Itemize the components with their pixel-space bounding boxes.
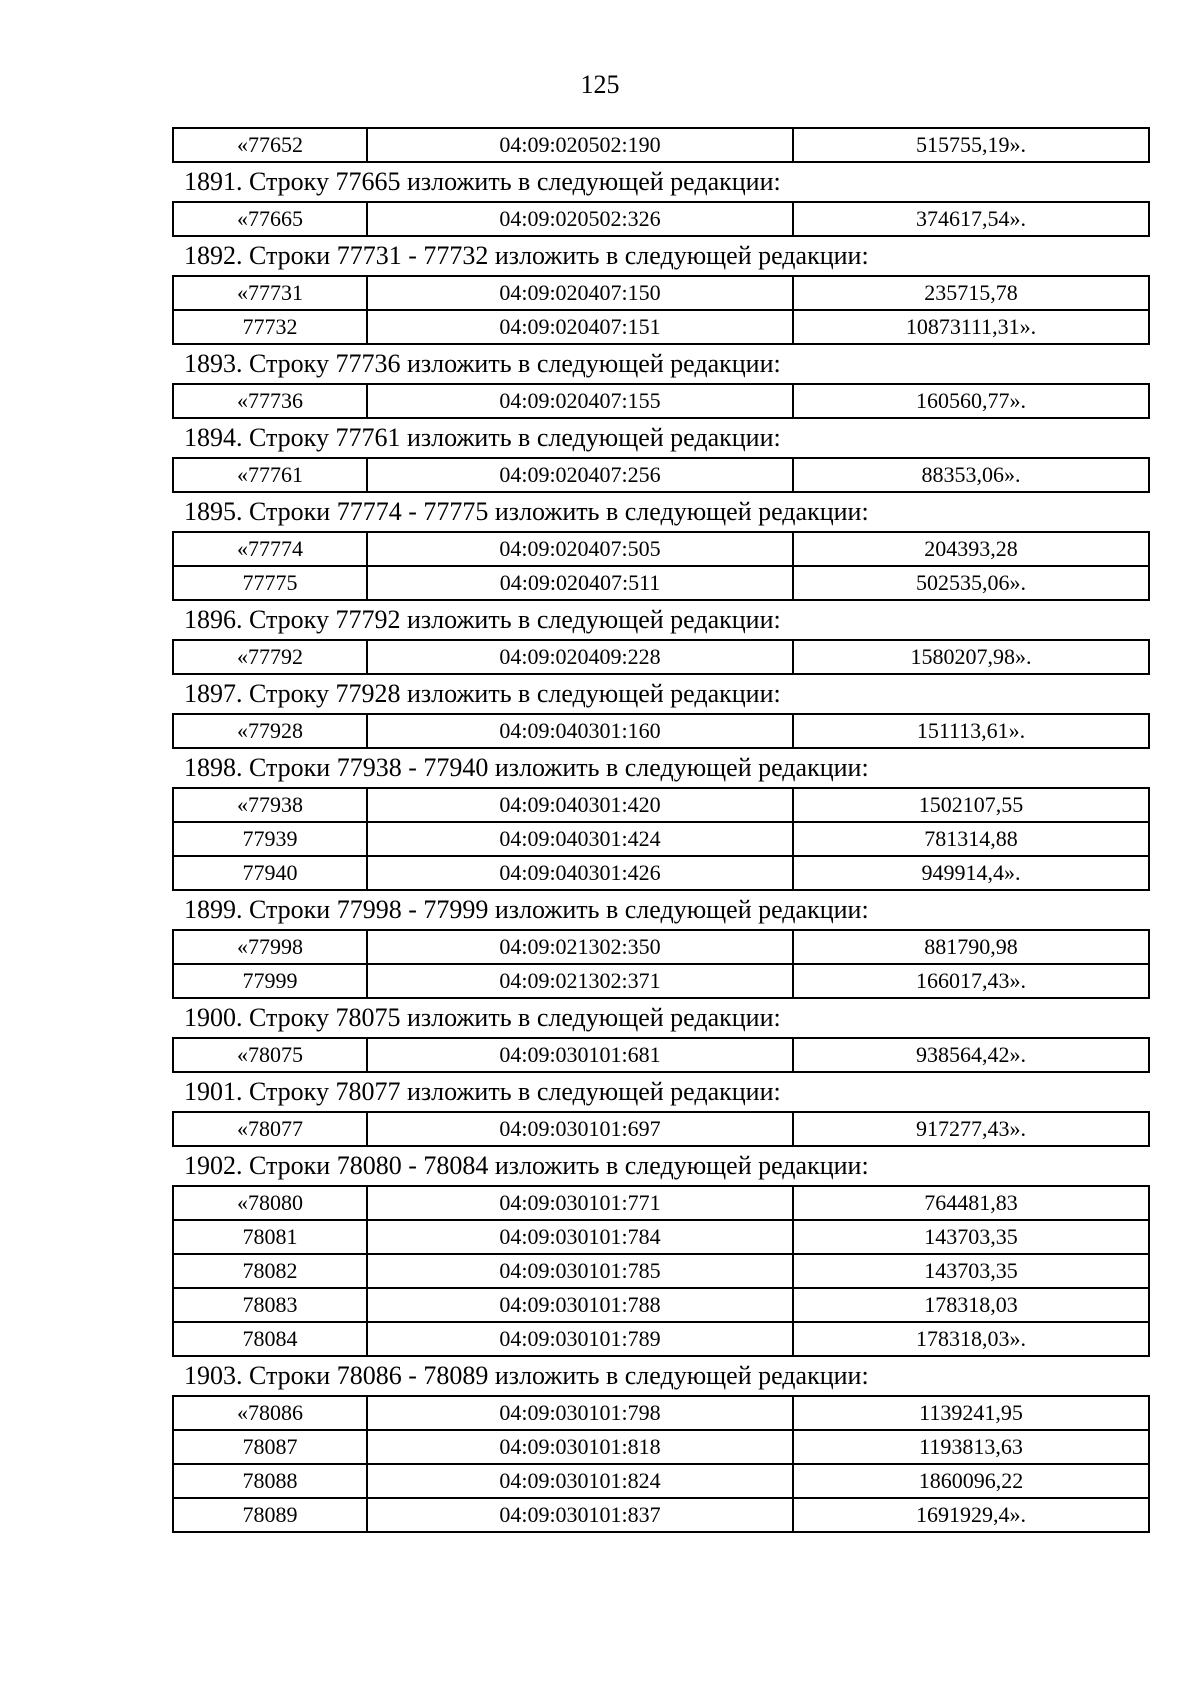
amendment-table: [172, 787, 1150, 891]
value-cell: 1502107,55: [793, 788, 1149, 822]
amendment-table: [172, 383, 1150, 419]
row-number-cell: 78083: [173, 1288, 367, 1322]
cadastral-number-cell: 04:09:020409:228: [367, 640, 793, 674]
amendment-table: [172, 1037, 1150, 1073]
value-cell: 151113,61».: [793, 714, 1149, 748]
row-number-cell: 77775: [173, 566, 367, 600]
table-row: [173, 202, 1149, 236]
section-heading: 1894. Строку 77761 изложить в следующей редакции:: [184, 423, 781, 452]
row-number-cell: «77928: [173, 714, 367, 748]
value-cell: 1580207,98».: [793, 640, 1149, 674]
value-cell: 764481,83: [793, 1186, 1149, 1220]
amendment-table: [172, 127, 1150, 163]
cadastral-number-cell: 04:09:030101:784: [367, 1220, 793, 1254]
amendment-table: [172, 639, 1150, 675]
value-cell: 1691929,4».: [793, 1498, 1149, 1532]
section-heading: 1901. Строку 78077 изложить в следующей редакции:: [184, 1077, 781, 1106]
section-heading: 1903. Строки 78086 - 78089 изложить в следующей редакции:: [184, 1361, 869, 1390]
cadastral-number-cell: 04:09:020407:151: [367, 310, 793, 344]
value-cell: 1139241,95: [793, 1396, 1149, 1430]
value-cell: 143703,35: [793, 1220, 1149, 1254]
table-row: [173, 1112, 1149, 1146]
row-number-cell: «78080: [173, 1186, 367, 1220]
table-row: [173, 856, 1149, 890]
row-number-cell: 78088: [173, 1464, 367, 1498]
cadastral-number-cell: 04:09:021302:350: [367, 930, 793, 964]
row-number-cell: 77940: [173, 856, 367, 890]
table-row: [173, 1220, 1149, 1254]
value-cell: 374617,54».: [793, 202, 1149, 236]
table-row: [173, 128, 1149, 162]
cadastral-number-cell: 04:09:020502:190: [367, 128, 793, 162]
cadastral-number-cell: 04:09:030101:824: [367, 1464, 793, 1498]
cadastral-number-cell: 04:09:030101:785: [367, 1254, 793, 1288]
row-number-cell: 77999: [173, 964, 367, 998]
row-number-cell: «77938: [173, 788, 367, 822]
table-row: [173, 276, 1149, 310]
amendment-table: [172, 929, 1150, 999]
cadastral-number-cell: 04:09:020502:326: [367, 202, 793, 236]
row-number-cell: 78087: [173, 1430, 367, 1464]
value-cell: 881790,98: [793, 930, 1149, 964]
cadastral-number-cell: 04:09:030101:697: [367, 1112, 793, 1146]
cadastral-number-cell: 04:09:020407:256: [367, 458, 793, 492]
row-number-cell: 78081: [173, 1220, 367, 1254]
value-cell: 938564,42».: [793, 1038, 1149, 1072]
table-row: [173, 1038, 1149, 1072]
cadastral-number-cell: 04:09:020407:511: [367, 566, 793, 600]
row-number-cell: «77774: [173, 532, 367, 566]
row-number-cell: «78075: [173, 1038, 367, 1072]
section-heading: 1897. Строку 77928 изложить в следующей редакции:: [184, 679, 781, 708]
table-row: [173, 788, 1149, 822]
cadastral-number-cell: 04:09:040301:160: [367, 714, 793, 748]
row-number-cell: «77652: [173, 128, 367, 162]
table-row: [173, 714, 1149, 748]
value-cell: 235715,78: [793, 276, 1149, 310]
row-number-cell: «77998: [173, 930, 367, 964]
table-row: [173, 1396, 1149, 1430]
cadastral-number-cell: 04:09:021302:371: [367, 964, 793, 998]
value-cell: 178318,03».: [793, 1322, 1149, 1356]
table-row: [173, 532, 1149, 566]
table-row: [173, 1498, 1149, 1532]
table-row: [173, 1288, 1149, 1322]
amendment-table: [172, 1395, 1150, 1533]
row-number-cell: «77731: [173, 276, 367, 310]
page-number: 125: [580, 70, 620, 99]
section-heading: 1899. Строки 77998 - 77999 изложить в следующей редакции:: [184, 895, 869, 924]
table-row: [173, 566, 1149, 600]
cadastral-number-cell: 04:09:040301:424: [367, 822, 793, 856]
table-row: [173, 1322, 1149, 1356]
row-number-cell: «77736: [173, 384, 367, 418]
cadastral-number-cell: 04:09:020407:505: [367, 532, 793, 566]
section-heading: 1896. Строку 77792 изложить в следующей редакции:: [184, 605, 781, 634]
cadastral-number-cell: 04:09:030101:818: [367, 1430, 793, 1464]
cadastral-number-cell: 04:09:030101:771: [367, 1186, 793, 1220]
value-cell: 515755,19».: [793, 128, 1149, 162]
value-cell: 10873111,31».: [793, 310, 1149, 344]
table-row: [173, 384, 1149, 418]
cadastral-number-cell: 04:09:030101:789: [367, 1322, 793, 1356]
value-cell: 949914,4».: [793, 856, 1149, 890]
table-row: [173, 1464, 1149, 1498]
row-number-cell: 77732: [173, 310, 367, 344]
amendment-table: [172, 457, 1150, 493]
row-number-cell: 77939: [173, 822, 367, 856]
row-number-cell: «77761: [173, 458, 367, 492]
table-row: [173, 930, 1149, 964]
value-cell: 1193813,63: [793, 1430, 1149, 1464]
row-number-cell: 78089: [173, 1498, 367, 1532]
cadastral-number-cell: 04:09:030101:798: [367, 1396, 793, 1430]
value-cell: 917277,43».: [793, 1112, 1149, 1146]
value-cell: 160560,77».: [793, 384, 1149, 418]
row-number-cell: «78086: [173, 1396, 367, 1430]
cadastral-number-cell: 04:09:030101:681: [367, 1038, 793, 1072]
row-number-cell: 78082: [173, 1254, 367, 1288]
value-cell: 781314,88: [793, 822, 1149, 856]
cadastral-number-cell: 04:09:040301:426: [367, 856, 793, 890]
section-heading: 1893. Строку 77736 изложить в следующей редакции:: [184, 349, 781, 378]
table-row: [173, 964, 1149, 998]
cadastral-number-cell: 04:09:030101:837: [367, 1498, 793, 1532]
amendment-table: [172, 1111, 1150, 1147]
section-heading: 1892. Строки 77731 - 77732 изложить в следующей редакции:: [184, 241, 869, 270]
value-cell: 1860096,22: [793, 1464, 1149, 1498]
table-row: [173, 310, 1149, 344]
value-cell: 502535,06».: [793, 566, 1149, 600]
amendment-table: [172, 201, 1150, 237]
section-heading: 1902. Строки 78080 - 78084 изложить в следующей редакции:: [184, 1151, 869, 1180]
table-row: [173, 822, 1149, 856]
value-cell: 166017,43».: [793, 964, 1149, 998]
section-heading: 1895. Строки 77774 - 77775 изложить в следующей редакции:: [184, 497, 869, 526]
value-cell: 204393,28: [793, 532, 1149, 566]
table-row: [173, 1254, 1149, 1288]
row-number-cell: «77792: [173, 640, 367, 674]
table-row: [173, 640, 1149, 674]
value-cell: 143703,35: [793, 1254, 1149, 1288]
row-number-cell: 78084: [173, 1322, 367, 1356]
value-cell: 178318,03: [793, 1288, 1149, 1322]
cadastral-number-cell: 04:09:020407:155: [367, 384, 793, 418]
table-row: [173, 1430, 1149, 1464]
table-row: [173, 458, 1149, 492]
row-number-cell: «78077: [173, 1112, 367, 1146]
table-row: [173, 1186, 1149, 1220]
section-heading: 1900. Строку 78075 изложить в следующей редакции:: [184, 1003, 781, 1032]
amendment-table: [172, 713, 1150, 749]
section-heading: 1891. Строку 77665 изложить в следующей редакции:: [184, 167, 781, 196]
document-body: [172, 127, 1148, 1533]
amendment-table: [172, 275, 1150, 345]
section-heading: 1898. Строки 77938 - 77940 изложить в следующей редакции:: [184, 753, 869, 782]
cadastral-number-cell: 04:09:030101:788: [367, 1288, 793, 1322]
row-number-cell: «77665: [173, 202, 367, 236]
cadastral-number-cell: 04:09:020407:150: [367, 276, 793, 310]
amendment-table: [172, 1185, 1150, 1357]
amendment-table: [172, 531, 1150, 601]
cadastral-number-cell: 04:09:040301:420: [367, 788, 793, 822]
value-cell: 88353,06».: [793, 458, 1149, 492]
